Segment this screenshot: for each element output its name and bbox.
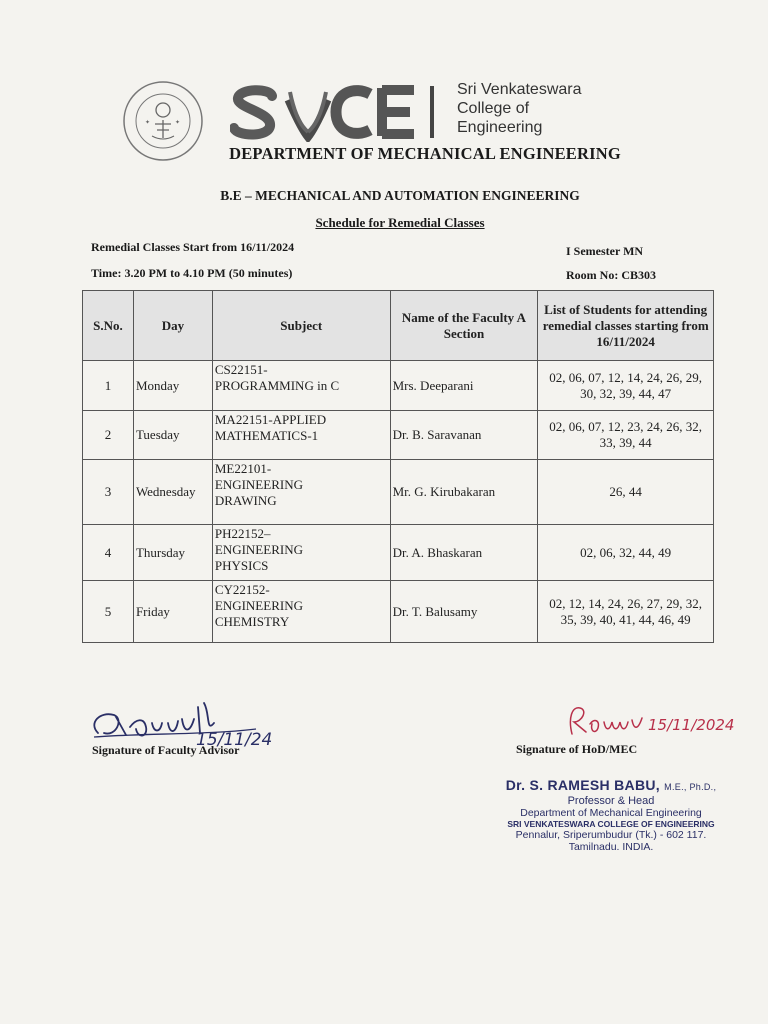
logo-subtitle-line-1: Sri Venkateswara	[457, 81, 582, 98]
department-title: DEPARTMENT OF MECHANICAL ENGINEERING	[229, 144, 621, 163]
table-row	[83, 411, 714, 460]
faculty-cell: Dr. B. Saravanan	[390, 411, 538, 460]
faculty-cell: Dr. A. Bhaskaran	[390, 525, 538, 581]
stamp-department: Department of Mechanical Engineering	[520, 807, 702, 819]
table-row	[83, 525, 714, 581]
day-cell: Friday	[133, 581, 212, 643]
subject-line: CS22151-	[214, 362, 268, 377]
faculty-cell: Dr. T. Balusamy	[390, 581, 538, 643]
semester-text: I Semester MN	[566, 244, 644, 258]
hod-signature-label: Signature of HoD/MEC	[516, 742, 638, 756]
header-day: Day	[133, 291, 212, 361]
stamp-address-line-2: Tamilnadu. INDIA.	[568, 841, 654, 853]
students-cell: 26, 44	[538, 460, 714, 525]
subject-line: CHEMISTRY	[214, 614, 290, 629]
students-cell: 02, 06, 07, 12, 14, 24, 26, 29, 30, 32, 39, 44, 47	[538, 361, 714, 411]
logo-subtitle-line-3: Engineering	[457, 119, 543, 136]
subject-cell	[212, 411, 390, 460]
day-cell: Monday	[133, 361, 212, 411]
subject-line: PROGRAMMING in C	[214, 378, 340, 393]
subject-line: CY22152-	[214, 582, 270, 597]
subject-cell	[212, 361, 390, 411]
logo-subtitle-line-2: College of	[457, 100, 530, 117]
table-row	[83, 460, 714, 525]
subject-line: ENGINEERING	[214, 598, 303, 613]
stamp-address-line-1: Pennalur, Sriperumbudur (Tk.) - 602 117.	[515, 829, 707, 841]
remedial-schedule-table	[82, 290, 714, 643]
sno-cell: 2	[83, 411, 134, 460]
faculty-advisor-signature-label: Signature of Faculty Advisor	[92, 743, 240, 757]
start-date-text: Remedial Classes Start from 16/11/2024	[91, 240, 295, 254]
program-title: B.E – MECHANICAL AND AUTOMATION ENGINEERING	[220, 188, 580, 203]
subject-line: PHYSICS	[214, 558, 269, 573]
subject-line: PH22152–	[214, 526, 271, 541]
faculty-advisor-signature	[86, 693, 286, 749]
header-sno: S.No.	[83, 291, 134, 361]
stamp-degrees: M.E., Ph.D.,	[664, 782, 717, 792]
subject-line: DRAWING	[214, 493, 277, 508]
stamp-college: SRI VENKATESWARA COLLEGE OF ENGINEERING	[507, 819, 715, 829]
faculty-cell: Mr. G. Kirubakaran	[390, 460, 538, 525]
stamp-name: Dr. S. RAMESH BABU,	[505, 777, 660, 793]
schedule-title: Schedule for Remedial Classes	[315, 215, 485, 230]
table-header-row	[83, 291, 714, 361]
svce-logo	[230, 82, 445, 142]
subject-cell	[212, 460, 390, 525]
hod-signature	[566, 700, 741, 742]
hod-signature-date: 15/11/2024	[648, 716, 735, 734]
stamp-name-line	[480, 777, 742, 793]
day-cell: Wednesday	[133, 460, 212, 525]
svg-text:✦: ✦	[175, 119, 181, 126]
subject-cell	[212, 581, 390, 643]
sno-cell: 4	[83, 525, 134, 581]
subject-line: ENGINEERING	[214, 542, 303, 557]
students-cell: 02, 06, 07, 12, 23, 24, 26, 32, 33, 39, 44	[538, 411, 714, 460]
hod-official-stamp	[480, 777, 742, 853]
room-text: Room No: CB303	[566, 268, 656, 282]
advisor-signature-date: 15/11/24	[196, 730, 273, 749]
stamp-title: Professor & Head	[567, 795, 655, 807]
subject-line: ME22101-	[214, 461, 272, 476]
students-cell: 02, 06, 32, 44, 49	[538, 525, 714, 581]
subject-line: MA22151-APPLIED	[214, 412, 327, 427]
subject-line: ENGINEERING	[214, 477, 303, 492]
header-students: List of Students for attending remedial classes starting from 16/11/2024	[538, 291, 714, 361]
sno-cell: 3	[83, 460, 134, 525]
day-cell: Tuesday	[133, 411, 212, 460]
svg-text:✦: ✦	[145, 119, 151, 126]
header-subject: Subject	[212, 291, 390, 361]
table-row	[83, 361, 714, 411]
sno-cell: 1	[83, 361, 134, 411]
time-text: Time: 3.20 PM to 4.10 PM (50 minutes)	[91, 266, 293, 280]
logo-subtitle	[457, 80, 582, 137]
day-cell: Thursday	[133, 525, 212, 581]
faculty-cell: Mrs. Deeparani	[390, 361, 538, 411]
table-row	[83, 581, 714, 643]
subject-cell	[212, 525, 390, 581]
header-faculty: Name of the Faculty A Section	[390, 291, 538, 361]
students-cell: 02, 12, 14, 24, 26, 27, 29, 32, 35, 39, 40, 41, 44, 46, 49	[538, 581, 714, 643]
sno-cell: 5	[83, 581, 134, 643]
subject-line: MATHEMATICS-1	[214, 428, 319, 443]
